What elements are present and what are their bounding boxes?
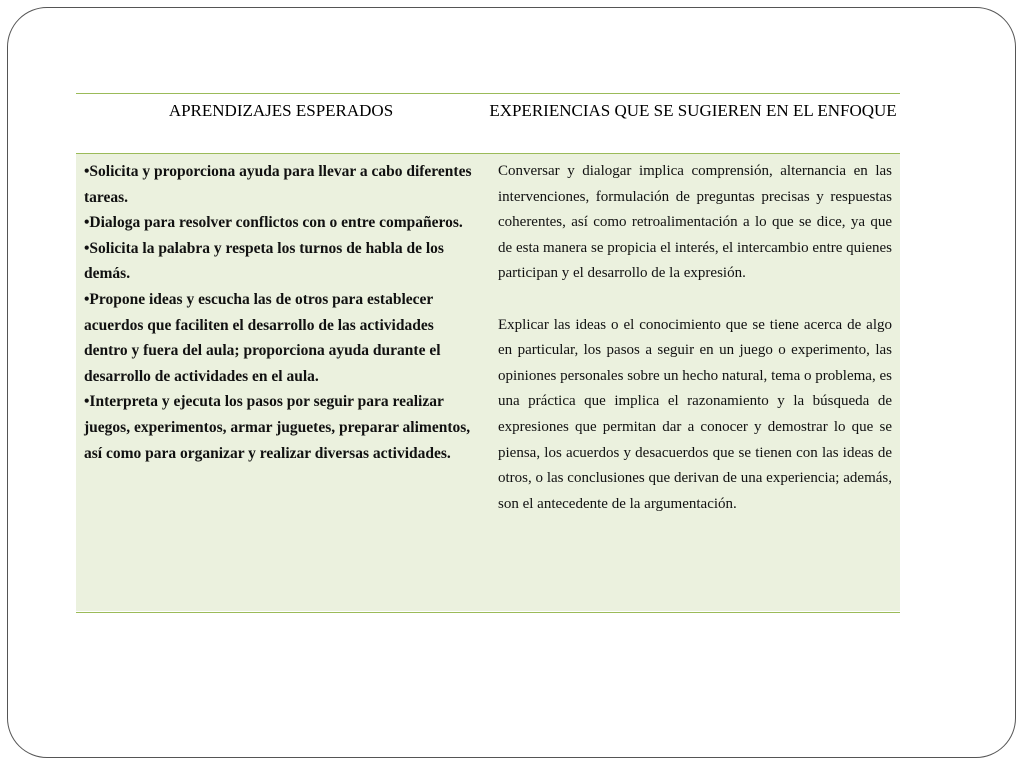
paragraph: Conversar y dialogar implica comprensión, alternancia en las intervenciones, formulación de preguntas precisas y respuestas coherentes, así como retroalimentación a lo que se dice, ya que de esta manera se propicia el interés, el intercambio entre quienes participan y el desarrollo de la expresión. (498, 163, 892, 282)
experiencias-cell (486, 154, 900, 611)
header-aprendizajes: APRENDIZAJES ESPERADOS (168, 101, 394, 120)
list-item: •Propone ideas y escucha las de otros para establecer acuerdos que faciliten el desarrollo de las actividades dentro y fuera del aula; proporciona ayuda durante el desarrollo de actividades en el aula. (84, 290, 441, 385)
list-item: •Solicita la palabra y respeta los turnos de habla de los demás. (84, 239, 444, 283)
table-header-row (76, 94, 900, 154)
header-experiencias: EXPERIENCIAS QUE SE SUGIEREN EN EL ENFOQUE (489, 101, 897, 120)
list-item: •Interpreta y ejecuta los pasos por seguir para realizar juegos, experimentos, armar juguetes, preparar alimentos, así como para organizar y realizar diversas actividades. (84, 393, 471, 462)
table-body-row (76, 154, 900, 611)
list-item: •Dialoga para resolver conflictos con o entre compañeros. (84, 214, 463, 232)
content-table (76, 93, 900, 613)
aprendizajes-cell (76, 154, 486, 611)
list-item: •Solicita y proporciona ayuda para llevar a cabo diferentes tareas. (84, 163, 472, 206)
paragraph: Explicar las ideas o el conocimiento que se tiene acerca de algo en particular, los pasos a seguir en un juego o experimento, las opiniones personales sobre un hecho natural, tema o problema, es una práctica que implica el razonamiento y la búsqueda de expresiones que permitan dar a conocer y demostrar lo que se piensa, los acuerdos y desacuerdos que se tienen con las ideas de otros, o las conclusiones que derivan de una experiencia; además, son el antecedente de la argumentación. (498, 316, 892, 512)
